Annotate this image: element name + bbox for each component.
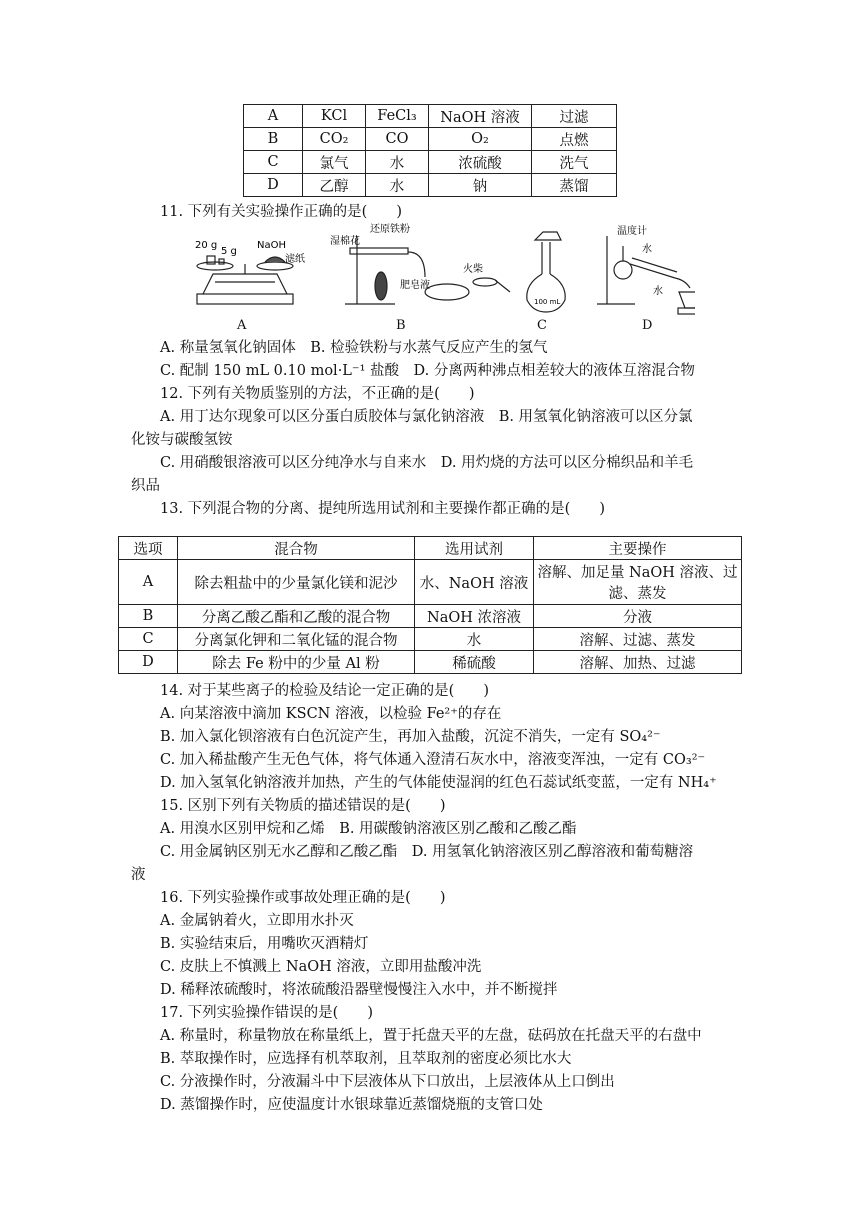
q14-option-a: A. 向某溶液中滴加 KSCN 溶液，以检验 Fe²⁺的存在: [160, 706, 502, 722]
table-row: [244, 174, 617, 197]
apparatus-figure: [185, 222, 695, 322]
table-cell: C: [244, 151, 303, 174]
table-cell: 钠: [429, 174, 532, 197]
table-header: 选用试剂: [415, 537, 534, 560]
table-cell: 分离乙酸乙酯和乙酸的混合物: [178, 605, 415, 628]
table-cell: 除去粗盐中的少量氯化镁和泥沙: [178, 560, 415, 605]
q12-options-line2-cont: 织品: [131, 478, 160, 494]
table-cell: B: [119, 605, 178, 628]
q16-option-b: B. 实验结束后，用嘴吹灭酒精灯: [160, 936, 369, 952]
table-cell: D: [244, 174, 303, 197]
table-cell: 水: [366, 174, 429, 197]
q14-option-d: D. 加入氢氧化钠溶液并加热，产生的气体能使湿润的红色石蕊试纸变蓝，一定有 NH₄⁺: [160, 775, 717, 791]
table-cell: 水: [366, 151, 429, 174]
figure-label: NaOH: [257, 240, 286, 251]
table-row: [244, 151, 617, 174]
figure-label-b: B: [396, 318, 406, 333]
table-cell: 乙醇: [303, 174, 366, 197]
figure-label: 水: [642, 244, 652, 255]
table-header-row: [119, 537, 742, 560]
table-cell: 点燃: [532, 128, 617, 151]
figure-label-d: D: [642, 318, 653, 333]
figure-label: 滤纸: [285, 254, 305, 265]
cell-line: 溶解、加足量 NaOH 溶液、过: [537, 565, 738, 581]
table-cell: 水、NaOH 溶液: [415, 560, 534, 605]
q17-option-b: B. 萃取操作时，应选择有机萃取剂，且萃取剂的密度必须比水大: [160, 1051, 572, 1067]
q14-option-b: B. 加入氯化钡溶液有白色沉淀产生，再加入盐酸，沉淀不消失，一定有 SO₄²⁻: [160, 729, 661, 745]
q11-options-line2: C. 配制 150 mL 0.10 mol·L⁻¹ 盐酸 D. 分离两种沸点相差较大的液体互溶混合物: [160, 363, 695, 379]
table-cell: 洗气: [532, 151, 617, 174]
figure-label: 100 mL: [534, 298, 561, 306]
q16-option-c: C. 皮肤上不慎溅上 NaOH 溶液，立即用盐酸冲洗: [160, 959, 482, 975]
table-cell: NaOH 溶液: [429, 105, 532, 128]
table-cell: CO: [366, 128, 429, 151]
question-16-stem: 16. 下列实验操作或事故处理正确的是( ): [160, 890, 446, 906]
q15-options-line2-cont: 液: [131, 867, 146, 883]
figure-label: 肥皂液: [400, 280, 430, 291]
table-cell: FeCl₃: [366, 105, 429, 128]
table-cell: 浓硫酸: [429, 151, 532, 174]
table-row: [119, 605, 742, 628]
q16-option-d: D. 稀释浓硫酸时，将浓硫酸沿器壁慢慢注入水中，并不断搅拌: [160, 982, 558, 998]
question-12-stem: 12. 下列有关物质鉴别的方法，不正确的是( ): [160, 386, 475, 402]
table-cell: 溶解、过滤、蒸发: [534, 628, 742, 651]
q15-options-line1: A. 用溴水区别甲烷和乙烯 B. 用碳酸钠溶液区别乙酸和乙酸乙酯: [160, 821, 577, 837]
figure-label: 20 g: [195, 240, 218, 251]
q16-option-a: A. 金属钠着火，立即用水扑灭: [160, 913, 354, 929]
question-17-stem: 17. 下列实验操作错误的是( ): [160, 1005, 373, 1021]
table-cell: 过滤: [532, 105, 617, 128]
q12-options-line2: C. 用硝酸银溶液可以区分纯净水与自来水 D. 用灼烧的方法可以区分棉织品和羊毛: [160, 455, 694, 471]
table-cell: O₂: [429, 128, 532, 151]
table-cell: 氯气: [303, 151, 366, 174]
figure-label: 湿棉花: [330, 236, 360, 247]
figure-label-a: A: [237, 318, 247, 333]
table-header: 选项: [119, 537, 178, 560]
table-cell: A: [244, 105, 303, 128]
table-header: 主要操作: [534, 537, 742, 560]
question-14-stem: 14. 对于某些离子的检验及结论一定正确的是( ): [160, 683, 489, 699]
table-row: [244, 128, 617, 151]
figure-label: 温度计: [617, 226, 647, 237]
table-cell: 蒸馏: [532, 174, 617, 197]
table-row: [119, 651, 742, 674]
q12-options-line1: A. 用丁达尔现象可以区分蛋白质胶体与氯化钠溶液 B. 用氢氧化钠溶液可以区分氯: [160, 409, 693, 425]
q14-option-c: C. 加入稀盐酸产生无色气体，将气体通入澄清石灰水中，溶液变浑浊，一定有 CO₃²⁻: [160, 752, 706, 768]
cell-line: 滤、蒸发: [608, 586, 667, 602]
table-header: 混合物: [178, 537, 415, 560]
q17-option-d: D. 蒸馏操作时，应使温度计水银球靠近蒸馏烧瓶的支管口处: [160, 1097, 543, 1113]
table-cell: KCl: [303, 105, 366, 128]
q17-option-c: C. 分液操作时，分液漏斗中下层液体从下口放出，上层液体从上口倒出: [160, 1074, 615, 1090]
figure-label: 水: [653, 286, 663, 297]
table-cell: CO₂: [303, 128, 366, 151]
table-cell: 溶解、加热、过滤: [534, 651, 742, 674]
table-cell: 水: [415, 628, 534, 651]
table-cell: A: [119, 560, 178, 605]
q15-options-line2: C. 用金属钠区别无水乙醇和乙酸乙酯 D. 用氢氧化钠溶液区别乙醇溶液和葡萄糖溶: [160, 844, 694, 860]
q12-options-line1-cont: 化铵与碳酸氢铵: [131, 432, 233, 448]
table-cell: 除去 Fe 粉中的少量 Al 粉: [178, 651, 415, 674]
separation-table-q13: [118, 536, 742, 674]
balance-icon: [197, 256, 293, 304]
question-13-stem: 13. 下列混合物的分离、提纯所选用试剂和主要操作都正确的是( ): [160, 501, 605, 517]
table-cell: [534, 560, 742, 605]
table-cell: NaOH 浓溶液: [415, 605, 534, 628]
figure-label: 火柴: [463, 264, 483, 275]
table-row: [119, 628, 742, 651]
table-cell: B: [244, 128, 303, 151]
table-cell: C: [119, 628, 178, 651]
table-cell: 分离氯化钾和二氧化锰的混合物: [178, 628, 415, 651]
table-cell: D: [119, 651, 178, 674]
steam-reaction-apparatus-icon: [345, 236, 510, 304]
options-table-q10: [243, 104, 617, 197]
figure-label: 还原铁粉: [370, 224, 410, 235]
figure-label: 5 g: [221, 246, 237, 257]
question-15-stem: 15. 区别下列有关物质的描述错误的是( ): [160, 798, 446, 814]
question-11-stem: 11. 下列有关实验操作正确的是( ): [160, 204, 402, 220]
table-cell: 稀硫酸: [415, 651, 534, 674]
table-cell: 分液: [534, 605, 742, 628]
q11-options-line1: A. 称量氢氧化钠固体 B. 检验铁粉与水蒸气反应产生的氢气: [160, 340, 548, 356]
q17-option-a: A. 称量时，称量物放在称量纸上，置于托盘天平的左盘，砝码放在托盘天平的右盘中: [160, 1028, 702, 1044]
figure-label-c: C: [537, 318, 547, 333]
table-row: [119, 560, 742, 605]
table-row: [244, 105, 617, 128]
